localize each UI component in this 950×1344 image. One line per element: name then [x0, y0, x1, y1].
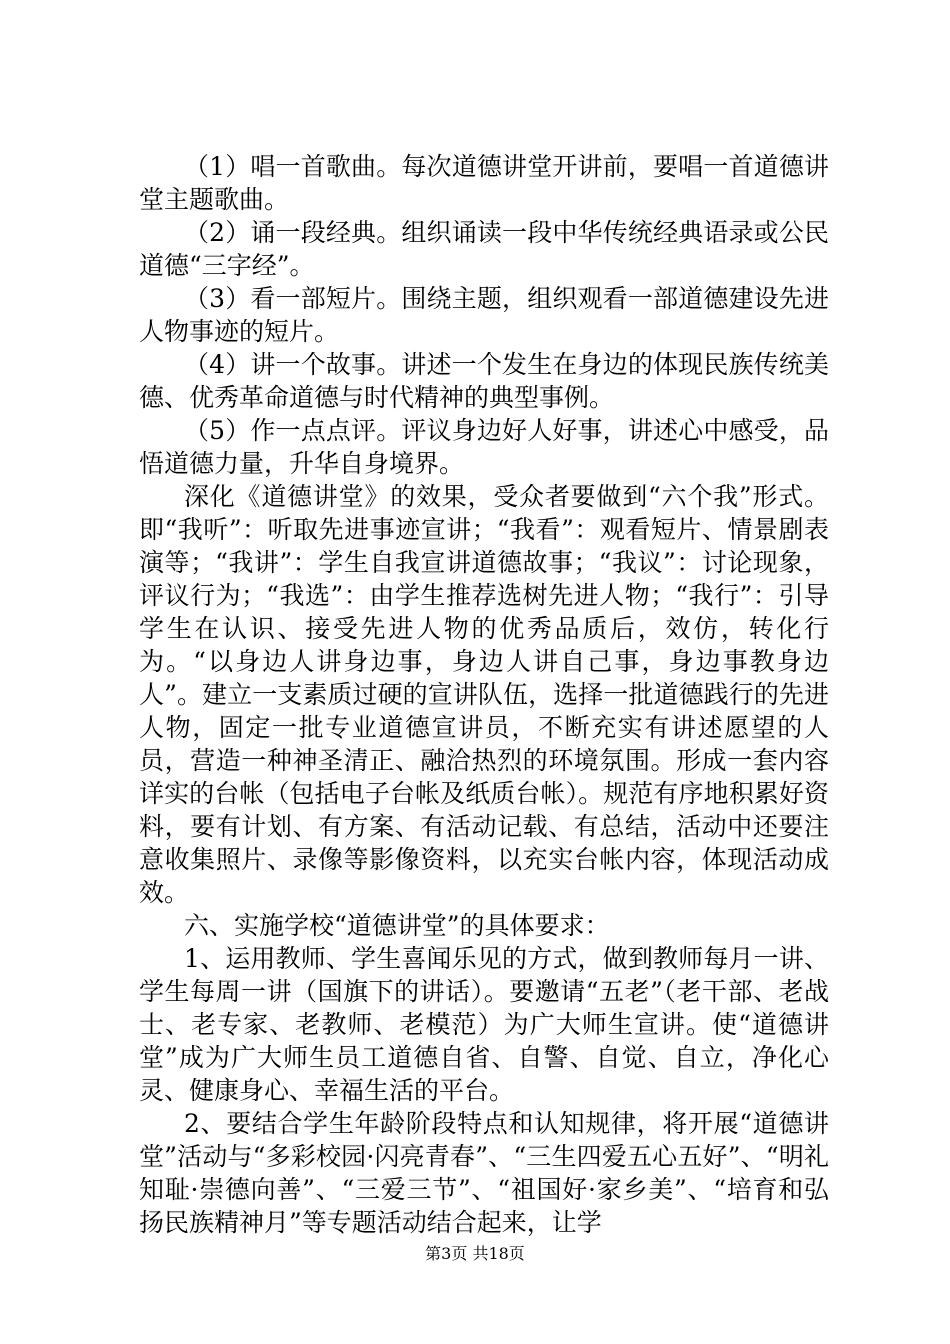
paragraph-item-2: （2）诵一段经典。组织诵读一段中华传统经典语录或公民道德“三字经”。	[139, 218, 829, 280]
paragraph-item-5: （5）作一点点评。评议身边好人好事，讲述心中感受，品悟道德力量，升华自身境界。	[139, 416, 829, 478]
requirement-2: 2、要结合学生年龄阶段特点和认知规律，将开展“道德讲堂”活动与“多彩校园·闪亮青春”、“三生四爱五心五好”、“明礼知耻·崇德向善”、“三爱三节”、“祖国好·家乡美”、“培育和弘扬民族精神月”等专题活动结合起来，让学	[139, 1109, 829, 1237]
paragraph-six-me: 深化《道德讲堂》的效果，受众者要做到“六个我”形式。即“我听”：听取先进事迹宣讲；“我看”：观看短片、情景剧表演等；“我讲”：学生自我宣讲道德故事；“我议”：讨论现象，评议行为；“我选”：由学生推荐选树先进人物；“我行”：引导学生在认识、接受先进人物的优秀品质后，效仿，转化行为。“以身边人讲身边事，身边人讲自己事，身边事教身边人”。建立一支素质过硬的宣讲队伍，选择一批道德践行的先进人物，固定一批专业道德宣讲员，不断充实有讲述愿望的人员，营造一种神圣清正、融洽热烈的环境氛围。形成一套内容详实的台帐（包括电子台帐及纸质台帐）。规范有序地积累好资料，要有计划、有方案、有活动记载、有总结，活动中还要注意收集照片、录像等影像资料，以充实台帐内容，体现活动成效。	[139, 482, 829, 907]
paragraph-item-4: （4）讲一个故事。讲述一个发生在身边的体现民族传统美德、优秀革命道德与时代精神的典型事例。	[139, 350, 829, 412]
section-heading: 六、实施学校“道德讲堂”的具体要求：	[184, 911, 610, 940]
requirement-1: 1、运用教师、学生喜闻乐见的方式，做到教师每月一讲、学生每周一讲（国旗下的讲话）。要邀请“五老”（老干部、老战士、老专家、老教师、老模范）为广大师生宣讲。使“道德讲堂”成为广大师生员工道德自省、自警、自觉、自立，净化心灵、健康身心、幸福生活的平台。	[139, 944, 829, 1105]
document-body	[139, 150, 829, 1239]
page-number: 第3页 共18页	[425, 1244, 525, 1263]
paragraph-item-1: （1）唱一首歌曲。每次道德讲堂开讲前，要唱一首道德讲堂主题歌曲。	[139, 152, 829, 214]
paragraph-item-3: （3）看一部短片。围绕主题，组织观看一部道德建设先进人物事迹的短片。	[139, 284, 829, 346]
